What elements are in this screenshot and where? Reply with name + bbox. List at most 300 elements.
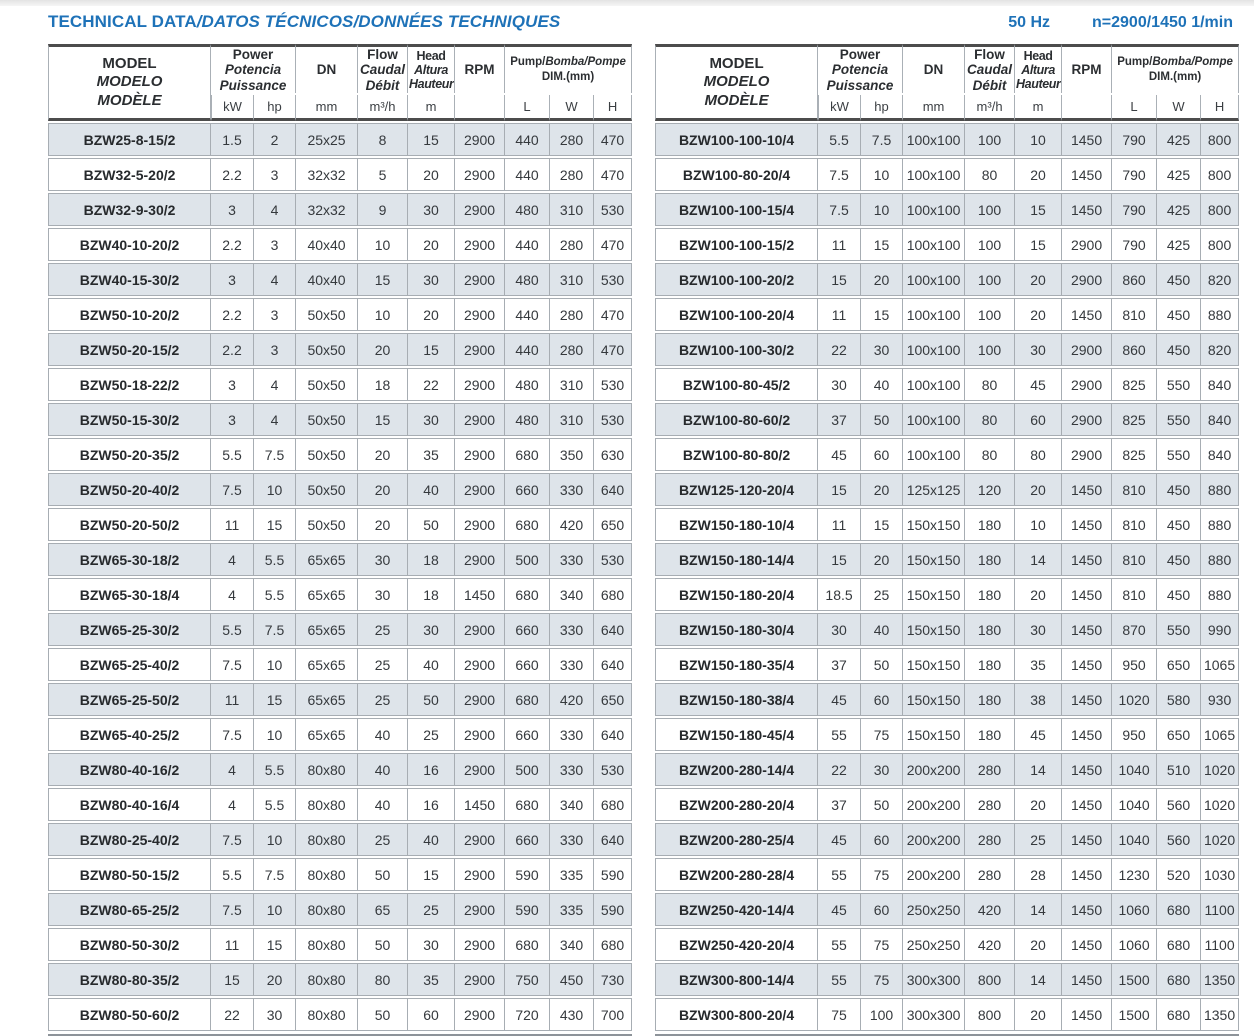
model-cell: BZW40-10-20/2 <box>48 228 211 261</box>
value-cell: 510 <box>1157 753 1201 786</box>
tables-container <box>48 42 1235 1036</box>
value-cell: 80x80 <box>296 893 358 926</box>
value-cell: 640 <box>594 648 632 681</box>
value-cell: 470 <box>594 298 632 331</box>
dim-unit-label: DIM.(mm) <box>1148 71 1202 83</box>
value-cell: 425 <box>1157 228 1201 261</box>
value-cell: 80 <box>965 368 1015 401</box>
value-cell: 280 <box>965 823 1015 856</box>
value-cell: 1450 <box>1062 613 1112 646</box>
page-title-translations: /DATOS TÉCNICOS/DONNÉES TECHNIQUES <box>196 12 561 31</box>
flow-label-es: Caudal <box>360 62 406 78</box>
table-row <box>655 543 1239 576</box>
model-cell: BZW32-5-20/2 <box>48 158 211 191</box>
value-cell: 7.5 <box>254 613 296 646</box>
value-cell: 32x32 <box>296 158 358 191</box>
model-cell: BZW65-25-30/2 <box>48 613 211 646</box>
dn-column-header <box>903 44 965 93</box>
value-cell: 280 <box>550 333 594 366</box>
value-cell: 50 <box>408 683 455 716</box>
model-cell: BZW50-15-30/2 <box>48 403 211 436</box>
value-cell: 880 <box>1201 578 1239 611</box>
value-cell: 75 <box>861 858 903 891</box>
table-row <box>48 823 632 856</box>
value-cell: 280 <box>965 858 1015 891</box>
value-cell: 450 <box>1157 473 1201 506</box>
value-cell: 3 <box>211 368 254 401</box>
table-row <box>655 333 1239 366</box>
value-cell: 2900 <box>455 543 505 576</box>
value-cell: 1450 <box>1062 543 1112 576</box>
table-row <box>48 508 632 541</box>
value-cell: 650 <box>1157 718 1201 751</box>
value-cell: 100x100 <box>903 333 965 366</box>
value-cell: 45 <box>818 893 861 926</box>
value-cell: 75 <box>861 963 903 996</box>
value-cell: 55 <box>818 963 861 996</box>
value-cell: 15 <box>254 508 296 541</box>
table-row <box>655 123 1239 156</box>
value-cell: 440 <box>505 333 550 366</box>
value-cell: 100x100 <box>903 228 965 261</box>
value-cell: 20 <box>1015 928 1062 961</box>
value-cell: 280 <box>965 788 1015 821</box>
value-cell: 150x150 <box>903 508 965 541</box>
model-cell: BZW80-25-40/2 <box>48 823 211 856</box>
value-cell: 20 <box>358 333 408 366</box>
value-cell: 430 <box>550 998 594 1031</box>
value-cell: 9 <box>358 193 408 226</box>
value-cell: 15 <box>408 858 455 891</box>
value-cell: 7.5 <box>818 193 861 226</box>
value-cell: 870 <box>1112 613 1157 646</box>
value-cell: 330 <box>550 753 594 786</box>
dim-l-unit: L <box>505 95 550 121</box>
value-cell: 1350 <box>1201 963 1239 996</box>
table-row <box>655 158 1239 191</box>
value-cell: 25 <box>358 613 408 646</box>
value-cell: 2900 <box>455 123 505 156</box>
model-label-en: MODEL <box>102 55 157 73</box>
power-column-header <box>818 44 903 93</box>
flow-column-header <box>358 44 408 93</box>
value-cell: 550 <box>1157 403 1201 436</box>
value-cell: 1040 <box>1112 788 1157 821</box>
value-cell: 330 <box>550 718 594 751</box>
value-cell: 2900 <box>455 928 505 961</box>
value-cell: 200x200 <box>903 788 965 821</box>
value-cell: 60 <box>861 893 903 926</box>
value-cell: 30 <box>861 333 903 366</box>
power-label-en: Power <box>232 47 274 63</box>
value-cell: 25 <box>408 893 455 926</box>
table-row <box>48 963 632 996</box>
value-cell: 150x150 <box>903 613 965 646</box>
model-cell: BZW65-25-40/2 <box>48 648 211 681</box>
value-cell: 30 <box>1015 333 1062 366</box>
model-cell: BZW100-80-45/2 <box>655 368 818 401</box>
value-cell: 2900 <box>455 998 505 1031</box>
spec-table-left-wrap <box>48 42 632 1036</box>
model-column-header <box>48 44 211 121</box>
value-cell: 2.2 <box>211 333 254 366</box>
value-cell: 1.5 <box>211 123 254 156</box>
frequency-value: 50 Hz <box>1008 14 1051 31</box>
value-cell: 450 <box>1157 263 1201 296</box>
value-cell: 640 <box>594 823 632 856</box>
value-cell: 1230 <box>1112 858 1157 891</box>
value-cell: 30 <box>818 368 861 401</box>
value-cell: 1100 <box>1201 928 1239 961</box>
value-cell: 25 <box>358 648 408 681</box>
value-cell: 1100 <box>1201 893 1239 926</box>
value-cell: 50x50 <box>296 333 358 366</box>
model-cell: BZW150-180-14/4 <box>655 543 818 576</box>
value-cell: 10 <box>254 718 296 751</box>
power-column-header <box>211 44 296 93</box>
value-cell: 990 <box>1201 613 1239 646</box>
value-cell: 80 <box>358 963 408 996</box>
value-cell: 420 <box>550 508 594 541</box>
model-cell: BZW200-280-28/4 <box>655 858 818 891</box>
value-cell: 11 <box>818 298 861 331</box>
table-row <box>48 998 632 1031</box>
value-cell: 860 <box>1112 263 1157 296</box>
dim-label-es-fr: Bomba/Pompe <box>545 56 626 69</box>
value-cell: 2900 <box>1062 228 1112 261</box>
value-cell: 45 <box>818 438 861 471</box>
value-cell: 8 <box>358 123 408 156</box>
value-cell: 310 <box>550 368 594 401</box>
value-cell: 330 <box>550 648 594 681</box>
model-cell: BZW300-800-14/4 <box>655 963 818 996</box>
page-title <box>48 12 560 32</box>
model-cell: BZW250-420-20/4 <box>655 928 818 961</box>
value-cell: 425 <box>1157 158 1201 191</box>
value-cell: 3 <box>254 158 296 191</box>
value-cell: 335 <box>550 858 594 891</box>
value-cell: 100 <box>965 228 1015 261</box>
value-cell: 3 <box>254 333 296 366</box>
model-cell: BZW65-40-25/2 <box>48 718 211 751</box>
kw-unit: kW <box>818 95 861 121</box>
table-header <box>655 44 1239 121</box>
value-cell: 530 <box>594 403 632 436</box>
value-cell: 60 <box>1015 403 1062 436</box>
value-cell: 650 <box>594 683 632 716</box>
value-cell: 14 <box>1015 893 1062 926</box>
value-cell: 5.5 <box>211 438 254 471</box>
value-cell: 860 <box>1112 333 1157 366</box>
value-cell: 880 <box>1201 508 1239 541</box>
kw-unit: kW <box>211 95 254 121</box>
value-cell: 7.5 <box>211 893 254 926</box>
value-cell: 1500 <box>1112 998 1157 1031</box>
value-cell: 2900 <box>455 753 505 786</box>
value-cell: 150x150 <box>903 683 965 716</box>
model-cell: BZW200-280-20/4 <box>655 788 818 821</box>
value-cell: 440 <box>505 158 550 191</box>
value-cell: 60 <box>408 998 455 1031</box>
value-cell: 100x100 <box>903 123 965 156</box>
value-cell: 680 <box>594 578 632 611</box>
value-cell: 2900 <box>455 963 505 996</box>
value-cell: 20 <box>1015 158 1062 191</box>
value-cell: 1020 <box>1201 823 1239 856</box>
value-cell: 20 <box>408 158 455 191</box>
dn-column-header <box>296 44 358 93</box>
value-cell: 7.5 <box>211 648 254 681</box>
model-label-en: MODEL <box>709 55 764 73</box>
model-cell: BZW300-800-20/4 <box>655 998 818 1031</box>
value-cell: 40 <box>358 788 408 821</box>
value-cell: 45 <box>1015 718 1062 751</box>
dim-unit-label: DIM.(mm) <box>541 71 595 83</box>
value-cell: 15 <box>408 123 455 156</box>
value-cell: 1065 <box>1201 718 1239 751</box>
value-cell: 660 <box>505 648 550 681</box>
table-row <box>655 438 1239 471</box>
value-cell: 640 <box>594 613 632 646</box>
value-cell: 2900 <box>455 403 505 436</box>
value-cell: 75 <box>818 998 861 1031</box>
value-cell: 180 <box>965 613 1015 646</box>
value-cell: 440 <box>505 123 550 156</box>
model-cell: BZW65-30-18/2 <box>48 543 211 576</box>
value-cell: 480 <box>505 193 550 226</box>
value-cell: 180 <box>965 648 1015 681</box>
value-cell: 37 <box>818 648 861 681</box>
dim-h-unit: H <box>594 95 632 121</box>
value-cell: 530 <box>594 368 632 401</box>
value-cell: 1450 <box>1062 718 1112 751</box>
model-cell: BZW80-80-35/2 <box>48 963 211 996</box>
value-cell: 420 <box>550 683 594 716</box>
value-cell: 5.5 <box>254 543 296 576</box>
table-row <box>655 298 1239 331</box>
value-cell: 2900 <box>1062 403 1112 436</box>
value-cell: 60 <box>861 683 903 716</box>
value-cell: 20 <box>1015 473 1062 506</box>
value-cell: 11 <box>211 683 254 716</box>
value-cell: 660 <box>505 473 550 506</box>
table-row <box>48 368 632 401</box>
value-cell: 550 <box>1157 613 1201 646</box>
value-cell: 30 <box>408 263 455 296</box>
value-cell: 30 <box>1015 613 1062 646</box>
value-cell: 10 <box>254 823 296 856</box>
value-cell: 50 <box>358 928 408 961</box>
model-cell: BZW65-25-50/2 <box>48 683 211 716</box>
value-cell: 2900 <box>455 648 505 681</box>
value-cell: 1450 <box>1062 753 1112 786</box>
value-cell: 150x150 <box>903 543 965 576</box>
model-cell: BZW100-80-80/2 <box>655 438 818 471</box>
value-cell: 450 <box>550 963 594 996</box>
value-cell: 1450 <box>1062 928 1112 961</box>
value-cell: 100x100 <box>903 438 965 471</box>
value-cell: 450 <box>1157 508 1201 541</box>
value-cell: 810 <box>1112 473 1157 506</box>
value-cell: 820 <box>1201 333 1239 366</box>
power-label-en: Power <box>839 47 881 63</box>
value-cell: 5.5 <box>254 753 296 786</box>
value-cell: 4 <box>211 578 254 611</box>
speed-value: n=2900/1450 1/min <box>1092 14 1233 31</box>
value-cell: 16 <box>408 788 455 821</box>
value-cell: 520 <box>1157 858 1201 891</box>
frequency-info <box>1008 14 1233 32</box>
value-cell: 310 <box>550 263 594 296</box>
model-cell: BZW100-100-20/2 <box>655 263 818 296</box>
value-cell: 15 <box>358 403 408 436</box>
value-cell: 100x100 <box>903 368 965 401</box>
value-cell: 100 <box>965 123 1015 156</box>
value-cell: 300x300 <box>903 998 965 1031</box>
value-cell: 40 <box>408 823 455 856</box>
value-cell: 470 <box>594 228 632 261</box>
value-cell: 1450 <box>1062 858 1112 891</box>
value-cell: 20 <box>254 963 296 996</box>
value-cell: 50x50 <box>296 368 358 401</box>
value-cell: 22 <box>211 998 254 1031</box>
value-cell: 500 <box>505 543 550 576</box>
value-cell: 75 <box>861 718 903 751</box>
model-label-es: MODELO <box>703 73 770 91</box>
value-cell: 30 <box>408 403 455 436</box>
value-cell: 15 <box>408 333 455 366</box>
model-cell: BZW80-50-30/2 <box>48 928 211 961</box>
value-cell: 530 <box>594 193 632 226</box>
value-cell: 7.5 <box>211 473 254 506</box>
flow-label-fr: Débit <box>365 77 400 93</box>
power-label-es: Potencia <box>831 62 889 78</box>
value-cell: 2900 <box>1062 333 1112 366</box>
model-label-fr: MODÈLE <box>97 91 162 109</box>
table-row <box>655 263 1239 296</box>
value-cell: 1040 <box>1112 823 1157 856</box>
value-cell: 1450 <box>455 788 505 821</box>
value-cell: 820 <box>1201 263 1239 296</box>
value-cell: 200x200 <box>903 823 965 856</box>
value-cell: 11 <box>211 928 254 961</box>
value-cell: 4 <box>254 403 296 436</box>
value-cell: 2900 <box>455 438 505 471</box>
value-cell: 20 <box>1015 998 1062 1031</box>
model-cell: BZW200-280-14/4 <box>655 753 818 786</box>
value-cell: 10 <box>254 648 296 681</box>
model-cell: BZW150-180-30/4 <box>655 613 818 646</box>
value-cell: 65x65 <box>296 683 358 716</box>
value-cell: 55 <box>818 928 861 961</box>
value-cell: 4 <box>211 543 254 576</box>
value-cell: 825 <box>1112 403 1157 436</box>
value-cell: 470 <box>594 333 632 366</box>
value-cell: 20 <box>358 438 408 471</box>
value-cell: 840 <box>1201 438 1239 471</box>
value-cell: 200x200 <box>903 858 965 891</box>
value-cell: 20 <box>358 473 408 506</box>
value-cell: 3 <box>254 298 296 331</box>
head-label-es: Altura <box>414 63 448 77</box>
value-cell: 680 <box>505 438 550 471</box>
value-cell: 500 <box>505 753 550 786</box>
value-cell: 15 <box>254 928 296 961</box>
value-cell: 30 <box>861 753 903 786</box>
head-label-fr: Hauteur <box>1016 77 1061 91</box>
value-cell: 7.5 <box>211 718 254 751</box>
dim-label-en: Pump/ <box>1117 56 1153 69</box>
value-cell: 3 <box>211 193 254 226</box>
model-label-es: MODELO <box>96 73 163 91</box>
dim-label-es-fr: Bomba/Pompe <box>1152 56 1233 69</box>
value-cell: 80 <box>965 403 1015 436</box>
dim-column-header <box>505 44 632 93</box>
value-cell: 810 <box>1112 298 1157 331</box>
value-cell: 35 <box>408 963 455 996</box>
value-cell: 4 <box>254 193 296 226</box>
table-row <box>48 753 632 786</box>
value-cell: 22 <box>818 753 861 786</box>
value-cell: 800 <box>1201 123 1239 156</box>
value-cell: 790 <box>1112 193 1157 226</box>
model-cell: BZW100-100-15/4 <box>655 193 818 226</box>
value-cell: 1450 <box>1062 998 1112 1031</box>
table-row <box>655 473 1239 506</box>
value-cell: 880 <box>1201 298 1239 331</box>
value-cell: 2.2 <box>211 298 254 331</box>
value-cell: 1350 <box>1201 998 1239 1031</box>
value-cell: 250x250 <box>903 893 965 926</box>
value-cell: 2900 <box>455 158 505 191</box>
rpm-unit-blank <box>455 95 505 121</box>
dn-unit: mm <box>296 95 358 121</box>
value-cell: 65x65 <box>296 718 358 751</box>
value-cell: 20 <box>358 508 408 541</box>
table-row <box>655 963 1239 996</box>
value-cell: 22 <box>818 333 861 366</box>
value-cell: 280 <box>550 228 594 261</box>
value-cell: 150x150 <box>903 648 965 681</box>
model-cell: BZW150-180-20/4 <box>655 578 818 611</box>
head-column-header <box>1015 44 1062 93</box>
power-label-fr: Puissance <box>826 77 894 93</box>
value-cell: 10 <box>254 473 296 506</box>
value-cell: 2900 <box>455 473 505 506</box>
spec-table-right-wrap <box>655 42 1239 1036</box>
value-cell: 560 <box>1157 788 1201 821</box>
value-cell: 150x150 <box>903 578 965 611</box>
value-cell: 65x65 <box>296 648 358 681</box>
value-cell: 14 <box>1015 963 1062 996</box>
table-row <box>48 298 632 331</box>
value-cell: 38 <box>1015 683 1062 716</box>
value-cell: 640 <box>594 718 632 751</box>
value-cell: 45 <box>818 823 861 856</box>
value-cell: 1450 <box>1062 683 1112 716</box>
model-cell: BZW125-120-20/4 <box>655 473 818 506</box>
value-cell: 1020 <box>1201 788 1239 821</box>
value-cell: 1060 <box>1112 928 1157 961</box>
table-row <box>655 998 1239 1031</box>
value-cell: 45 <box>818 683 861 716</box>
value-cell: 2900 <box>455 333 505 366</box>
value-cell: 55 <box>818 858 861 891</box>
value-cell: 7.5 <box>861 123 903 156</box>
value-cell: 310 <box>550 403 594 436</box>
value-cell: 18 <box>408 578 455 611</box>
model-cell: BZW100-80-20/4 <box>655 158 818 191</box>
